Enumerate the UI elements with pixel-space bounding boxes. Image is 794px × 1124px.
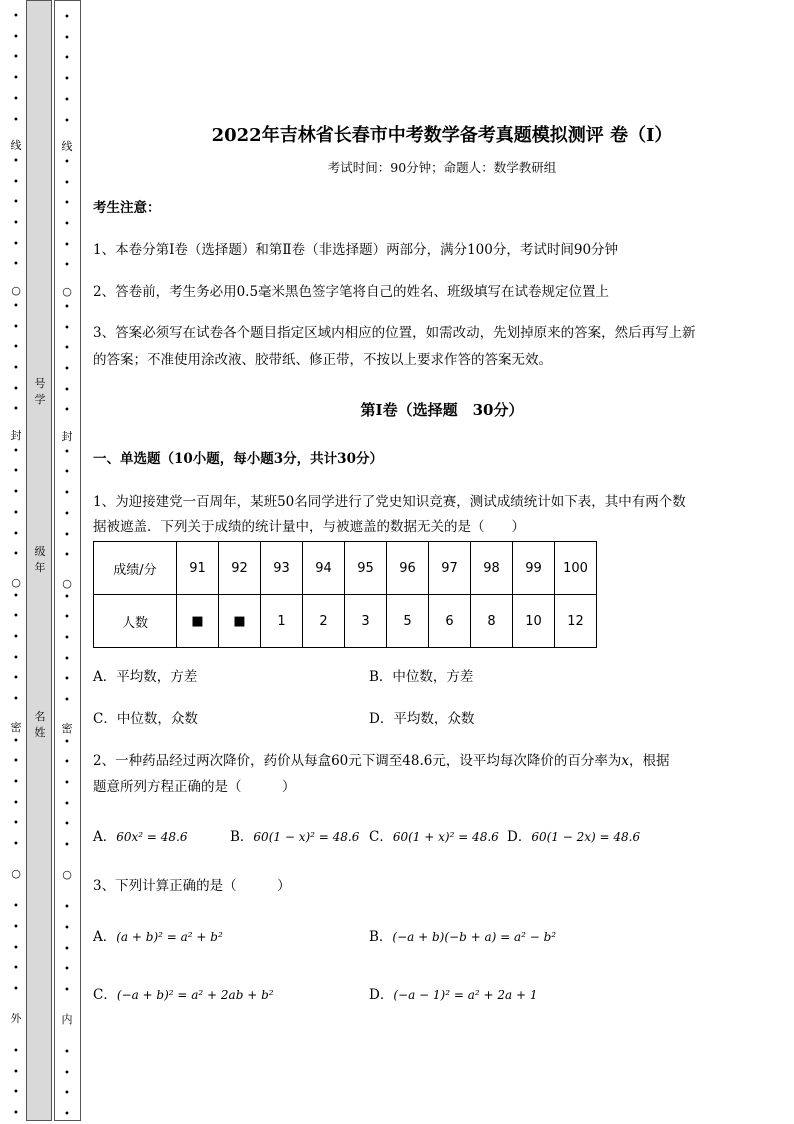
exam-title: 2022年吉林省长春市中考数学备考真题模拟测评 卷（Ⅰ） — [211, 125, 673, 146]
q2-option-b[interactable] — [230, 826, 359, 848]
binding-dot: • — [64, 798, 70, 810]
binding-dot: • — [13, 466, 19, 478]
binding-dot: • — [64, 467, 70, 479]
binding-dot: • — [64, 840, 70, 851]
binding-dot: • — [13, 487, 19, 499]
binding-marker: 线 — [61, 140, 73, 153]
equation: (−a + b)² = a² + 2ab + b² — [116, 988, 274, 1002]
q2-stem-text: 2、一种药品经过两次降价，药价从每盒60元下调至48.6元，设平均每次降价的百分率为 — [93, 753, 622, 769]
binding-dot: • — [13, 31, 19, 43]
binding-dot: • — [13, 362, 19, 374]
binding-dot: • — [64, 984, 70, 996]
count-cell: ■ — [177, 595, 219, 648]
binding-dot: • — [13, 507, 19, 519]
score-table — [93, 541, 597, 648]
binding-dot: • — [13, 590, 19, 602]
binding-marker: ○ — [11, 576, 21, 589]
binding-dot: • — [13, 983, 19, 995]
note-3: 3、答案必须写在试卷各个题目指定区域内相应的位置，如需改动，先划掉原来的答案，然后再写上新 — [93, 325, 696, 341]
binding-dot: • — [64, 322, 70, 334]
binding-dot: • — [64, 819, 70, 831]
binding-dot: • — [64, 922, 70, 934]
binding-dot: • — [13, 901, 19, 913]
note-1: 1、本卷分第I卷（选择题）和第Ⅱ卷（非选择题）两部分，满分100分，考试时间90分钟 — [93, 242, 619, 258]
score-cell: 95 — [345, 542, 387, 595]
option-letter: C． — [93, 987, 117, 1003]
count-row-label: 人数 — [94, 595, 177, 648]
binding-dot: • — [64, 115, 70, 127]
option-letter: D． — [507, 829, 532, 845]
binding-dot: • — [64, 529, 70, 541]
binding-dot: • — [64, 260, 70, 272]
binding-dot: • — [13, 921, 19, 933]
binding-dot: • — [64, 633, 70, 644]
score-row — [94, 542, 597, 595]
binding-dot: • — [13, 114, 19, 126]
count-cell: 2 — [303, 595, 345, 648]
binding-dot: • — [64, 488, 70, 500]
binding-dot: • — [64, 612, 70, 624]
binding-dot: • — [64, 1047, 70, 1058]
q3-option-b[interactable] — [369, 926, 556, 948]
binding-marker: ○ — [62, 868, 72, 881]
notes-heading: 考生注意： — [93, 200, 161, 216]
q2-stem-end: ，根据 — [628, 753, 670, 769]
q1-option-a[interactable]: A．平均数，方差 — [93, 669, 198, 685]
binding-dot: • — [13, 818, 19, 830]
binding-dot: • — [13, 1066, 19, 1078]
binding-dot: • — [13, 259, 19, 271]
q3-option-d[interactable] — [369, 984, 537, 1006]
binding-dot: • — [64, 239, 70, 251]
q2-option-c[interactable] — [369, 826, 499, 848]
class-label: 级年 — [34, 545, 46, 574]
binding-dot: • — [13, 176, 19, 188]
q1-stem-line1: 1、为迎接建党一百周年，某班50名同学进行了党史知识竞赛，测试成绩统计如下表，其中有两个数 — [93, 494, 686, 510]
binding-dot: • — [64, 777, 70, 789]
count-cell: 1 — [261, 595, 303, 648]
score-cell: 100 — [555, 542, 597, 595]
binding-dot: • — [64, 508, 70, 520]
binding-dot: • — [64, 384, 70, 396]
score-row-label: 成绩/分 — [94, 542, 177, 595]
binding-marker: ○ — [11, 867, 21, 880]
option-letter: B． — [369, 929, 393, 945]
binding-dot: • — [13, 342, 19, 354]
binding-dot: • — [64, 343, 70, 355]
binding-dot: • — [64, 156, 70, 168]
binding-dot: • — [13, 1108, 19, 1120]
binding-dot: • — [13, 155, 19, 167]
binding-dot: • — [13, 11, 19, 22]
count-row — [94, 595, 597, 648]
equation: 60(1 + x)² = 48.6 — [392, 830, 499, 844]
binding-dot: • — [64, 32, 70, 44]
binding-dot: • — [64, 757, 70, 769]
binding-dot: • — [13, 611, 19, 623]
inner-dots — [60, 1, 74, 1124]
inner-dot-column — [54, 0, 81, 1121]
binding-dot: • — [64, 591, 70, 603]
binding-dot: • — [64, 653, 70, 665]
score-cell: 94 — [303, 542, 345, 595]
binding-dot: • — [64, 550, 70, 562]
binding-dot: • — [13, 735, 19, 747]
count-cell: 3 — [345, 595, 387, 648]
binding-dot: • — [13, 756, 19, 768]
binding-dot: • — [13, 383, 19, 395]
binding-dot: • — [64, 177, 70, 189]
option-letter: B． — [230, 829, 254, 845]
option-letter: A． — [93, 929, 117, 945]
binding-dot: • — [64, 674, 70, 686]
binding-dot: • — [13, 632, 19, 643]
binding-dot: • — [13, 673, 19, 685]
score-cell: 96 — [387, 542, 429, 595]
binding-marker: 线 — [10, 139, 22, 152]
binding-dot: • — [64, 219, 70, 230]
score-cell: 93 — [261, 542, 303, 595]
binding-dot: • — [13, 776, 19, 788]
q2-stem-line2: 题意所列方程正确的是（ ） — [93, 779, 296, 795]
binding-marker: 内 — [61, 1013, 73, 1026]
option-letter: A． — [93, 829, 117, 845]
binding-dot: • — [64, 198, 70, 210]
q3-stem: 3、下列计算正确的是（ ） — [93, 878, 291, 894]
score-cell: 92 — [219, 542, 261, 595]
binding-marker: ○ — [62, 577, 72, 590]
binding-dot: • — [64, 1067, 70, 1079]
q2-variable: x — [621, 753, 629, 769]
equation: (−a + b)(−b + a) = a² − b² — [392, 930, 557, 944]
binding-dot: • — [64, 405, 70, 417]
binding-dot: • — [13, 1046, 19, 1057]
section-heading: 一、单选题（10小题，每小题3分，共计30分） — [93, 451, 383, 467]
binding-dot: • — [64, 902, 70, 914]
name-label: 名姓 — [34, 710, 46, 739]
score-cell: 98 — [471, 542, 513, 595]
binding-dot: • — [13, 963, 19, 975]
score-cell: 97 — [429, 542, 471, 595]
equation: (a + b)² = a² + b² — [116, 930, 223, 944]
score-cell: 91 — [177, 542, 219, 595]
equation: 60(1 − 2x) = 48.6 — [531, 830, 641, 844]
part-heading: 第Ⅰ卷（选择题 30分） — [360, 401, 524, 419]
binding-dot: • — [64, 695, 70, 707]
binding-dot: • — [13, 93, 19, 105]
note-2: 2、答卷前，考生务必用0.5毫米黑色签字笔将自己的姓名、班级填写在试卷规定位置上 — [93, 284, 610, 300]
binding-dot: • — [13, 549, 19, 561]
binding-dot: • — [13, 218, 19, 229]
q1-option-c[interactable]: C．中位数，众数 — [93, 711, 198, 727]
q1-option-d[interactable]: D．平均数，众数 — [369, 711, 475, 727]
q1-option-b[interactable]: B．中位数，方差 — [369, 669, 474, 685]
binding-dot: • — [64, 53, 70, 65]
binding-dot: • — [13, 694, 19, 706]
binding-dot: • — [64, 736, 70, 748]
equation: 60x² = 48.6 — [116, 830, 188, 844]
binding-dot: • — [13, 1087, 19, 1099]
binding-dot: • — [13, 942, 19, 954]
binding-dot: • — [13, 321, 19, 333]
binding-dot: • — [64, 446, 70, 458]
q2-option-d[interactable] — [507, 826, 640, 848]
binding-dot: • — [13, 52, 19, 64]
binding-strip — [26, 0, 52, 1121]
binding-marker: 密 — [61, 722, 73, 735]
binding-dot: • — [13, 300, 19, 312]
binding-dot: • — [13, 528, 19, 540]
binding-dot: • — [13, 73, 19, 85]
binding-dot: • — [13, 404, 19, 416]
note-3-continued: 的答案；不准使用涂改液、胶带纸、修正带，不按以上要求作答的答案无效。 — [93, 352, 552, 368]
binding-dot: • — [64, 943, 70, 955]
q1-stem-line2: 据被遮盖．下列关于成绩的统计量中，与被遮盖的数据无关的是（ ） — [93, 519, 525, 535]
exam-subtitle: 考试时间：90分钟；命题人：数学教研组 — [327, 160, 557, 175]
equation: (−a − 1)² = a² + 2a + 1 — [393, 988, 538, 1002]
binding-dot: • — [64, 1109, 70, 1121]
binding-dot: • — [13, 652, 19, 664]
binding-dot: • — [64, 1088, 70, 1100]
binding-marker: 封 — [10, 429, 22, 442]
binding-marker: 封 — [61, 430, 73, 443]
binding-marker: 外 — [10, 1012, 22, 1025]
q3-option-c[interactable] — [93, 984, 274, 1006]
equation: 60(1 − x)² = 48.6 — [253, 830, 360, 844]
binding-dot: • — [64, 12, 70, 23]
score-cell: 99 — [513, 542, 555, 595]
count-cell: 12 — [555, 595, 597, 648]
q2-option-a[interactable] — [93, 826, 188, 848]
binding-dot: • — [64, 363, 70, 375]
binding-marker: ○ — [62, 285, 72, 298]
count-cell: 6 — [429, 595, 471, 648]
count-cell: 10 — [513, 595, 555, 648]
binding-dot: • — [64, 301, 70, 313]
binding-dot: • — [13, 445, 19, 457]
q3-option-a[interactable] — [93, 926, 223, 948]
count-cell: ■ — [219, 595, 261, 648]
q2-stem-line1 — [93, 748, 753, 775]
binding-dot: • — [13, 839, 19, 850]
binding-marker: ○ — [11, 284, 21, 297]
binding-dot: • — [13, 197, 19, 209]
option-letter: D． — [369, 987, 394, 1003]
outer-dot-column — [9, 0, 23, 1123]
binding-dot: • — [64, 964, 70, 976]
binding-dot: • — [13, 238, 19, 250]
student-id-label: 号学 — [34, 377, 46, 406]
binding-dot: • — [13, 797, 19, 809]
binding-dot: • — [64, 74, 70, 86]
count-cell: 8 — [471, 595, 513, 648]
binding-marker: 密 — [10, 721, 22, 734]
option-letter: C． — [369, 829, 393, 845]
binding-dot: • — [64, 94, 70, 106]
count-cell: 5 — [387, 595, 429, 648]
